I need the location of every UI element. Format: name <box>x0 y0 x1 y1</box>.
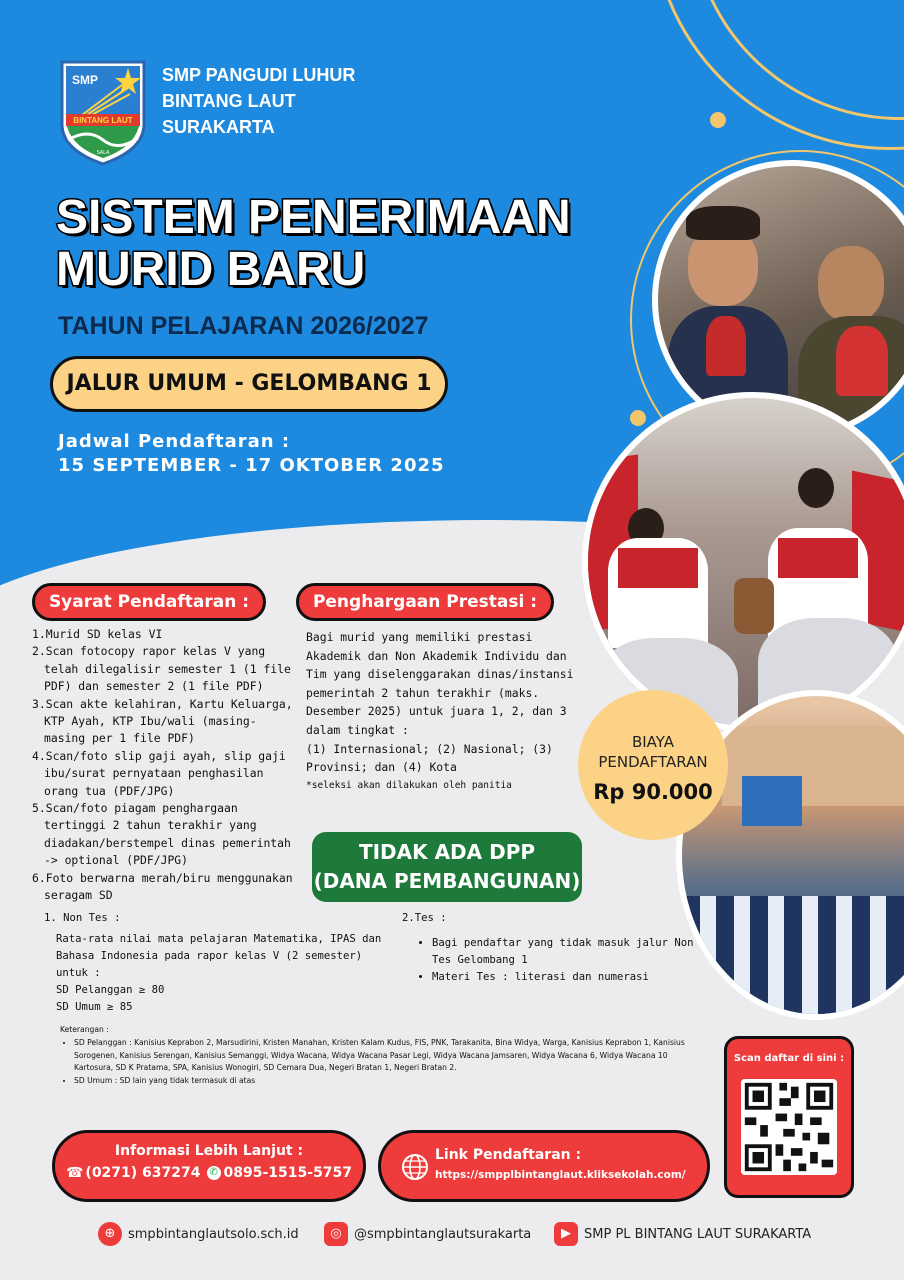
list-item: • SD Umum : SD lain yang tidak termasuk di atas <box>74 1075 700 1088</box>
instagram-icon: ◎ <box>324 1222 348 1246</box>
footer-instagram[interactable] <box>324 1220 531 1248</box>
achievement-body: Bagi murid yang memiliki prestasi Akademik dan Non Akademik Individu dan Tim yang diselenggarakan dinas/instansi pemerintah 2 tahun terakhir (maks. Desember 2025) untuk juara 1, 2, dan 3 dalam tingkat : <box>306 630 574 737</box>
non-test-pelanggan: SD Pelanggan ≥ 80 <box>56 984 165 996</box>
title-line: SISTEM PENERIMAAN <box>56 191 571 244</box>
school-logo <box>58 58 148 166</box>
decorative-dot <box>630 410 646 426</box>
achievement-text <box>306 628 576 795</box>
whatsapp-icon: ✆ <box>207 1166 221 1180</box>
decorative-dot <box>710 112 726 128</box>
school-name-line: SURAKARTA <box>162 117 275 137</box>
list-item: 4.Scan/foto slip gaji ayah, slip gaji ibu/surat pernyataan penghasilan orang tua (PDF/JPG) <box>32 748 286 798</box>
list-item: 1.Murid SD kelas VI <box>32 627 163 641</box>
requirements-list <box>32 626 294 905</box>
globe-icon: ⊕ <box>98 1222 122 1246</box>
registration-link-card[interactable] <box>378 1130 710 1202</box>
instagram-text[interactable]: @smpbintanglautsurakarta <box>354 1226 532 1242</box>
list-item: 6.Foto berwarna merah/biru menggunakan seragam SD <box>32 870 293 903</box>
phone-number[interactable]: (0271) 637274 <box>85 1165 201 1181</box>
achievement-levels: (1) Internasional; (2) Nasional; (3) Provinsi; dan (4) Kota <box>306 741 553 775</box>
qr-code[interactable] <box>741 1079 837 1175</box>
contact-info-card <box>52 1130 366 1202</box>
list-item: 3.Scan akte kelahiran, Kartu Keluarga, KTP Ayah, KTP Ibu/wali (masing-masing per 1 file PDF) <box>32 696 293 746</box>
title-line: MURID BARU <box>56 243 366 296</box>
non-test-section <box>44 910 384 1016</box>
dpp-line: (DANA PEMBANGUNAN) <box>313 869 581 893</box>
whatsapp-number[interactable]: 0895-1515-5757 <box>223 1165 353 1181</box>
notes-heading: Keterangan : <box>60 1025 109 1034</box>
non-test-heading: 1. Non Tes : <box>44 912 121 924</box>
list-item: • SD Pelanggan : Kanisius Keprabon 2, Marsudirini, Kristen Manahan, Kristen Kalam Kudus, FIS, PNK, Tarakanita, Bina Widya, Warga, Kanisius Keprabon 1, Kanisius Sorogenen, Kanisius Serengan, Kanisius Semanggi, Widya Wacana, Widya Wacana Pasar Legi, Widya Wacana Jamsaren, Widya Wacana 6, Widya Wacana 10 Kartosura, SD K Pratama, SPA, Kanisius Wonogiri, SD Cemara Dua, Negeri Bratan 1, Negeri Bratan 2. <box>74 1037 700 1075</box>
non-test-body: Rata-rata nilai mata pelajaran Matematika, IPAS dan Bahasa Indonesia pada rapor kelas V (2 semester) untuk : <box>56 933 382 979</box>
fee-value: Rp 90.000 <box>593 780 713 804</box>
schedule-dates: 15 SEPTEMBER - 17 OKTOBER 2025 <box>58 455 445 476</box>
footer-youtube[interactable] <box>554 1220 811 1248</box>
list-item: • Bagi pendaftar yang tidak masuk jalur Non Tes Gelombang 1 <box>432 935 702 969</box>
test-section <box>402 910 702 986</box>
logo-text: SMP <box>72 73 99 87</box>
page-title <box>56 192 571 296</box>
admission-track-badge: JALUR UMUM - GELOMBANG 1 <box>50 356 448 412</box>
phone-icon: ☎ <box>65 1165 84 1181</box>
globe-icon <box>401 1153 429 1181</box>
logo-text: SALA <box>96 150 110 156</box>
footer-website[interactable] <box>98 1220 299 1248</box>
dpp-line: TIDAK ADA DPP <box>358 840 536 864</box>
youtube-icon: ▶ <box>554 1222 578 1246</box>
website-text[interactable]: smpbintanglautsolo.sch.id <box>128 1226 299 1242</box>
qr-scan-card <box>724 1036 854 1198</box>
registration-schedule <box>58 430 445 478</box>
notes-section <box>60 1024 700 1088</box>
non-test-umum: SD Umum ≥ 85 <box>56 1001 133 1013</box>
school-name <box>162 62 355 140</box>
contact-heading: Informasi Lebih Lanjut : <box>114 1143 304 1159</box>
achievement-heading: Penghargaan Prestasi : <box>296 583 554 621</box>
test-heading: 2.Tes : <box>402 912 447 924</box>
school-name-line: SMP PANGUDI LUHUR <box>162 65 356 85</box>
requirements-heading: Syarat Pendaftaran : <box>32 583 266 621</box>
list-item: 5.Scan/foto piagam penghargaan tertinggi 2 tahun terakhir yang diadakan/berstempel dinas pemerintah -> optional (PDF/JPG) <box>32 801 291 868</box>
list-item: 2.Scan fotocopy rapor kelas V yang telah dilegalisir semester 1 (1 file PDF) dan semester 2 (1 file PDF) <box>32 644 291 694</box>
no-dpp-banner <box>312 832 582 902</box>
youtube-text[interactable]: SMP PL BINTANG LAUT SURAKARTA <box>584 1226 812 1242</box>
link-heading: Link Pendaftaran : <box>435 1147 582 1163</box>
school-name-line: BINTANG LAUT <box>162 91 296 111</box>
academic-year: TAHUN PELAJARAN 2026/2027 <box>58 312 429 340</box>
registration-url[interactable]: https://smpplbintanglaut.kliksekolah.com/ <box>435 1169 686 1181</box>
ceremony-photo <box>582 392 904 732</box>
registration-fee-badge <box>578 690 728 840</box>
qr-scan-label: Scan daftar di sini : <box>733 1053 845 1064</box>
list-item: • Materi Tes : literasi dan numerasi <box>432 969 702 986</box>
fee-label: BIAYA PENDAFTARAN <box>598 733 708 771</box>
logo-text: BINTANG LAUT <box>73 116 133 125</box>
achievement-note: *seleksi akan dilakukan oleh panitia <box>306 779 512 791</box>
schedule-label: Jadwal Pendaftaran : <box>58 431 291 452</box>
